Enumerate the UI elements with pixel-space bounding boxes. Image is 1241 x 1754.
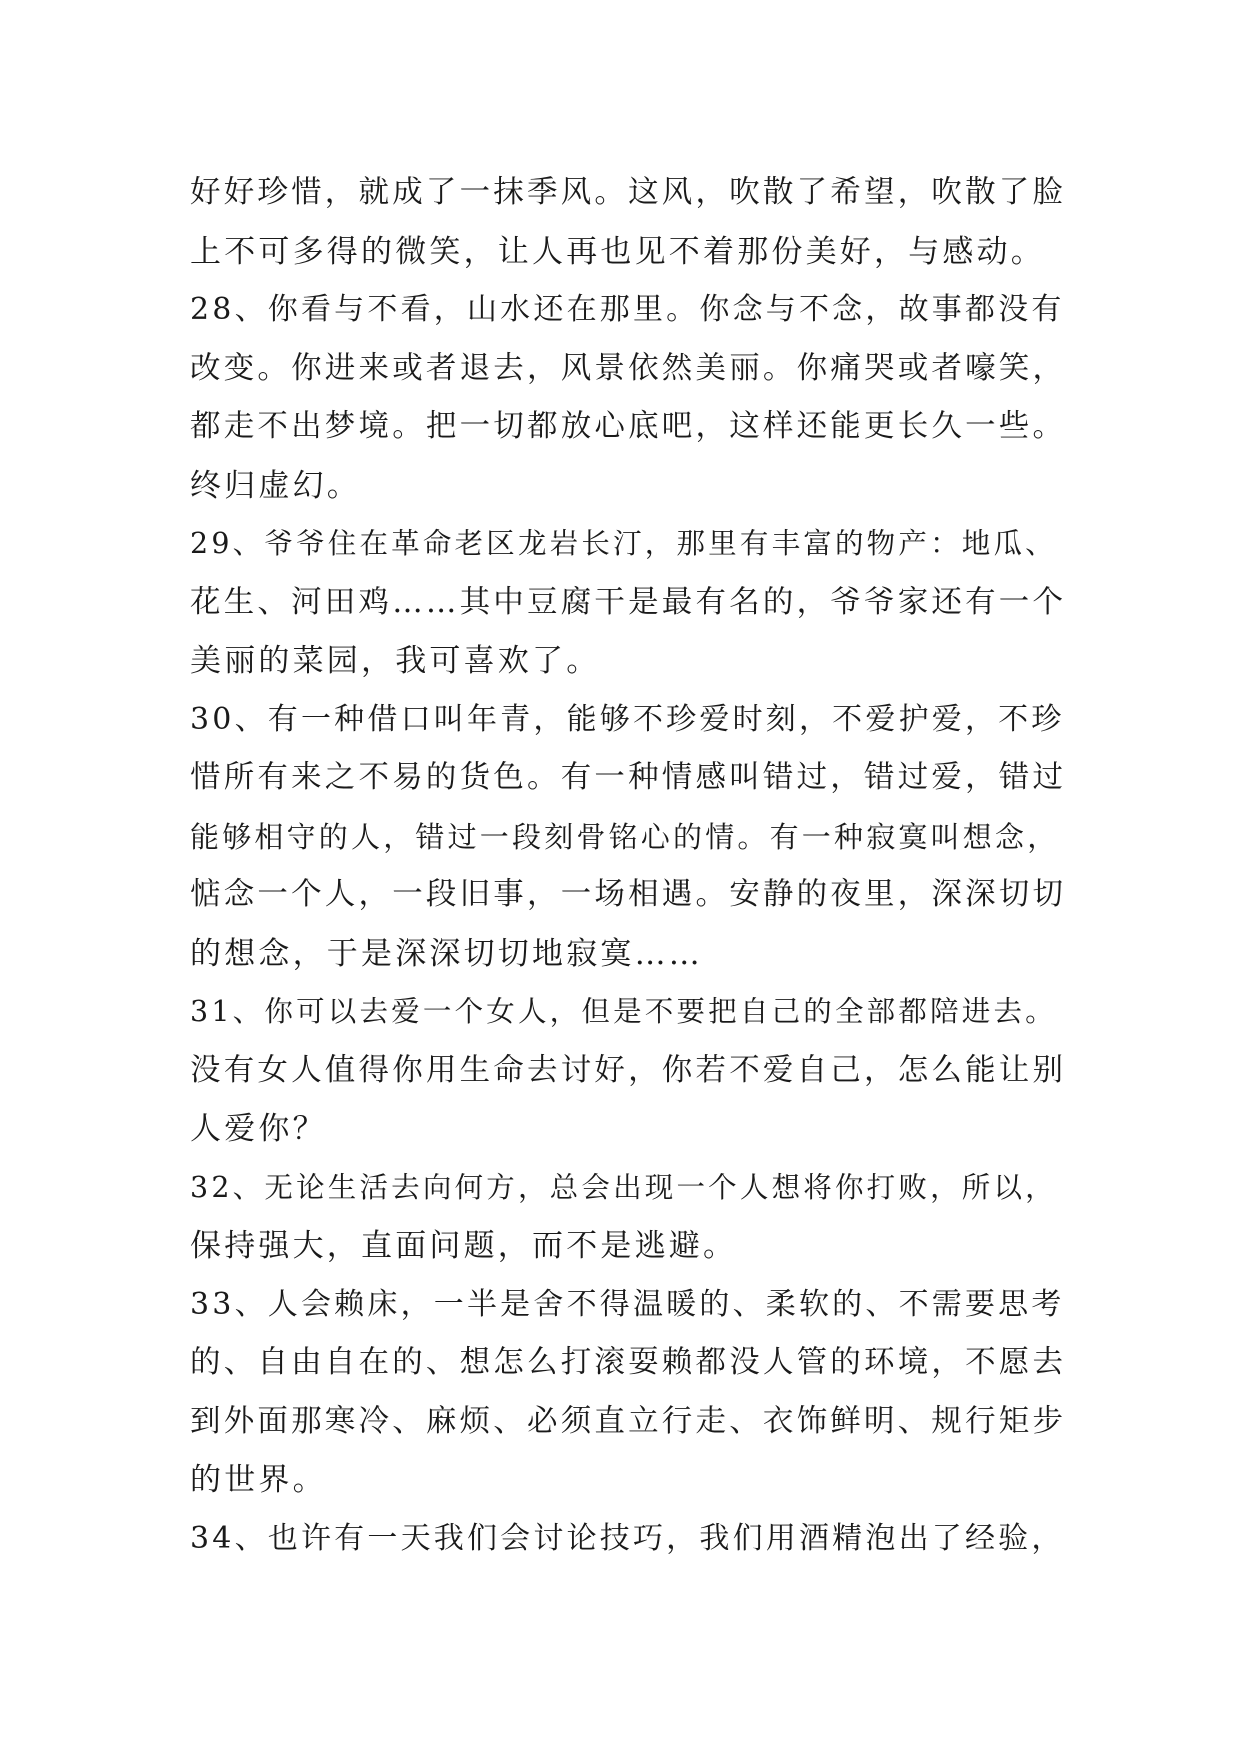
text-line: 改变。你进来或者退去，风景依然美丽。你痛哭或者嚎笑， (190, 350, 1067, 386)
body-text (190, 164, 1070, 1568)
text-line: 30、有一种借口叫年青，能够不珍爱时刻，不爱护爱，不珍 (190, 701, 1065, 737)
text-line: 29、爷爷住在革命老区龙岩长汀，那里有丰富的物产：地瓜、 (190, 527, 1057, 560)
text-line: 花生、河田鸡……其中豆腐干是最有名的，爷爷家还有一个 (190, 584, 1067, 620)
text-line: 人爱你？ (190, 1111, 327, 1147)
text-line: 33、人会赖床，一半是舍不得温暖的、柔软的、不需要思考 (190, 1286, 1065, 1322)
text-line: 惜所有来之不易的货色。有一种情感叫错过，错过爱，错过 (190, 760, 1067, 795)
text-line: 终归虚幻。 (190, 467, 361, 504)
text-line: 都走不出梦境。把一切都放心底吧，这样还能更长久一些。 (190, 409, 1067, 444)
text-line: 惦念一个人，一段旧事，一场相遇。安静的夜里，深深切切 (190, 877, 1067, 912)
text-line: 34、也许有一天我们会讨论技巧，我们用酒精泡出了经验， (190, 1520, 1065, 1556)
text-line: 能够相守的人，错过一段刻骨铭心的情。有一种寂寞叫想念， (190, 819, 1060, 854)
text-line: 31、你可以去爱一个女人，但是不要把自己的全部都陪进去。 (190, 995, 1057, 1028)
text-line: 好好珍惜，就成了一抹季风。这风，吹散了希望，吹散了脸 (190, 175, 1067, 210)
text-line: 没有女人值得你用生命去讨好，你若不爱自己，怎么能让别 (190, 1052, 1067, 1088)
text-line: 的想念，于是深深切切地寂寞…… (190, 935, 703, 972)
text-line: 32、无论生活去向何方，总会出现一个人想将你打败，所以， (190, 1170, 1057, 1204)
text-line: 的世界。 (190, 1462, 327, 1498)
text-line: 28、你看与不看，山水还在那里。你念与不念，故事都没有 (190, 292, 1065, 327)
text-line: 的、自由自在的、想怎么打滚耍赖都没人管的环境，不愿去 (190, 1345, 1067, 1380)
text-line: 保持强大，直面问题，而不是逃避。 (190, 1228, 738, 1264)
text-line: 到外面那寒冷、麻烦、必须直立行走、衣饰鲜明、规行矩步 (190, 1403, 1067, 1439)
text-line: 上不可多得的微笑，让人再也见不着那份美好，与感动。 (190, 233, 1045, 270)
text-line: 美丽的菜园，我可喜欢了。 (190, 643, 601, 679)
